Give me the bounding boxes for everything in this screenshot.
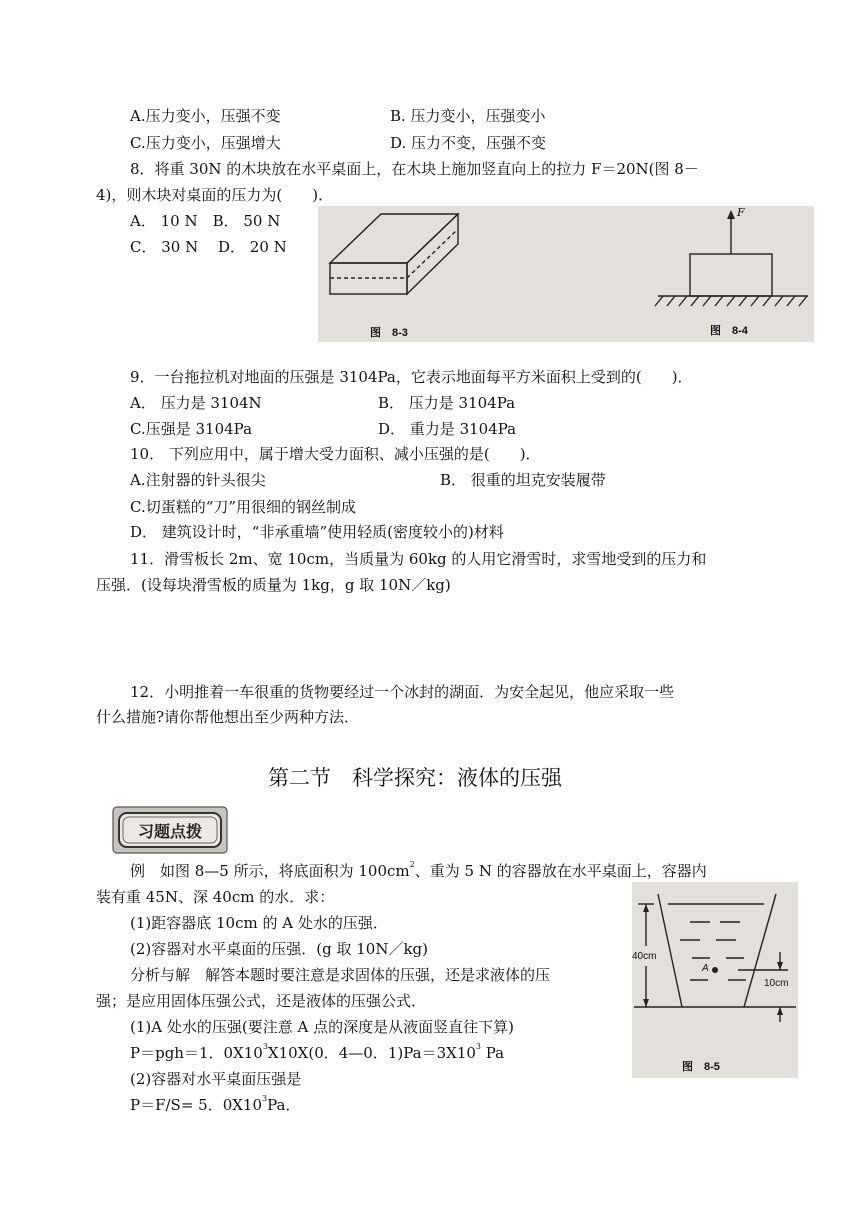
badge-label: 习题点拨	[137, 822, 202, 841]
q7-option-a: A.压力变小，压强不变	[130, 107, 281, 125]
q10-stem: 10． 下列应用中，属于增大受力面积、减小压强的是( )．	[130, 445, 541, 463]
exercise-tips-badge	[112, 806, 228, 854]
example-line2: 装有重 45N、深 40cm 的水．求：	[96, 888, 335, 906]
q12-stem-line2: 什么措施?请你帮他想出至少两种方法．	[96, 708, 360, 726]
figure-8-4-label: 图 8-4	[710, 325, 748, 337]
figure-8-5	[632, 882, 798, 1078]
example-question-2: (2)容器对水平桌面的压强．(g 取 10N／kg)	[130, 940, 428, 958]
q10-option-a: A.注射器的针头很尖	[130, 471, 266, 489]
q8-options-cd: C． 30 N D． 20 N	[130, 238, 287, 256]
point-a-label: A	[702, 963, 709, 974]
figure-8-3-8-4	[318, 206, 814, 342]
height-label-10cm: 10cm	[764, 978, 789, 989]
q7-option-b: B. 压力变小，压强变小	[390, 107, 546, 125]
example-question-1: (1)距容器底 10cm 的 A 处水的压强．	[130, 914, 388, 932]
q12-stem-line1: 12．小明推着一车很重的货物要经过一个冰封的湖面．为安全起见，他应采取一些	[130, 683, 675, 701]
q9-option-b: B． 压力是 3104Pa	[378, 394, 516, 412]
example-line1: 例 如图 8—5 所示，将底面积为 $100cm^2$、重为 5 N 的容器放在水平桌面上，容器内	[130, 860, 707, 880]
q9-option-a: A． 压力是 3104N	[130, 394, 262, 412]
solution-step1: (1)A 处水的压强(要注意 A 点的深度是从液面竖直往下算)	[130, 1018, 514, 1036]
q9-stem: 9．一台拖拉机对地面的压强是 3104Pa，它表示地面每平方米面积上受到的( )．	[130, 368, 693, 386]
q8-options-ab: A． 10 N B． 50 N	[130, 212, 281, 230]
q10-option-c: C.切蛋糕的“刀”用很细的钢丝制成	[130, 498, 357, 516]
analysis-line2: 强；是应用固体压强公式，还是液体的压强公式．	[96, 992, 427, 1010]
q10-option-d: D． 建筑设计时，“非承重墙”使用轻质(密度较小的)材料	[130, 523, 504, 541]
q7-option-c: C.压力变小，压强增大	[130, 134, 281, 152]
solution-formula2: P＝F/S= 5．$0X10^3Pa$．	[130, 1094, 301, 1114]
figure-8-5-label: 图 8-5	[682, 1061, 720, 1073]
q8-stem-line2: 4)，则木块对桌面的压力为( )．	[96, 186, 334, 204]
q9-option-d: D． 重力是 3104Pa	[378, 420, 517, 438]
q8-stem-line1: 8．将重 30N 的木块放在水平桌面上，在木块上施加竖直向上的拉力 F＝20N(图 8－	[130, 160, 699, 178]
force-label-f: F	[737, 206, 745, 219]
q11-stem-line2: 压强．(设每块滑雪板的质量为 1kg，g 取 10N／kg)	[96, 576, 451, 594]
q11-stem-line1: 11．滑雪板长 2m、宽 10cm，当质量为 60kg 的人用它滑雪时，求雪地受到的压力和	[130, 550, 707, 568]
q9-option-c: C.压强是 3104Pa	[130, 420, 253, 438]
figure-8-3-label: 图 8-3	[370, 327, 408, 339]
depth-label-40cm: 40cm	[632, 951, 657, 962]
solution-step2: (2)容器对水平桌面压强是	[130, 1070, 302, 1088]
solution-formula1: P＝pgh＝1．$0X10^3X10X(0$．4—0．$1)Pa=3X10^3$ Pa	[130, 1042, 505, 1062]
section-title: 第二节 科学探究：液体的压强	[268, 766, 562, 790]
analysis-line1: 分析与解 解答本题时要注意是求固体的压强，还是求液体的压	[130, 966, 551, 984]
q7-option-d: D. 压力不变，压强不变	[390, 134, 547, 152]
q10-option-b: B． 很重的坦克安装履带	[440, 471, 606, 489]
